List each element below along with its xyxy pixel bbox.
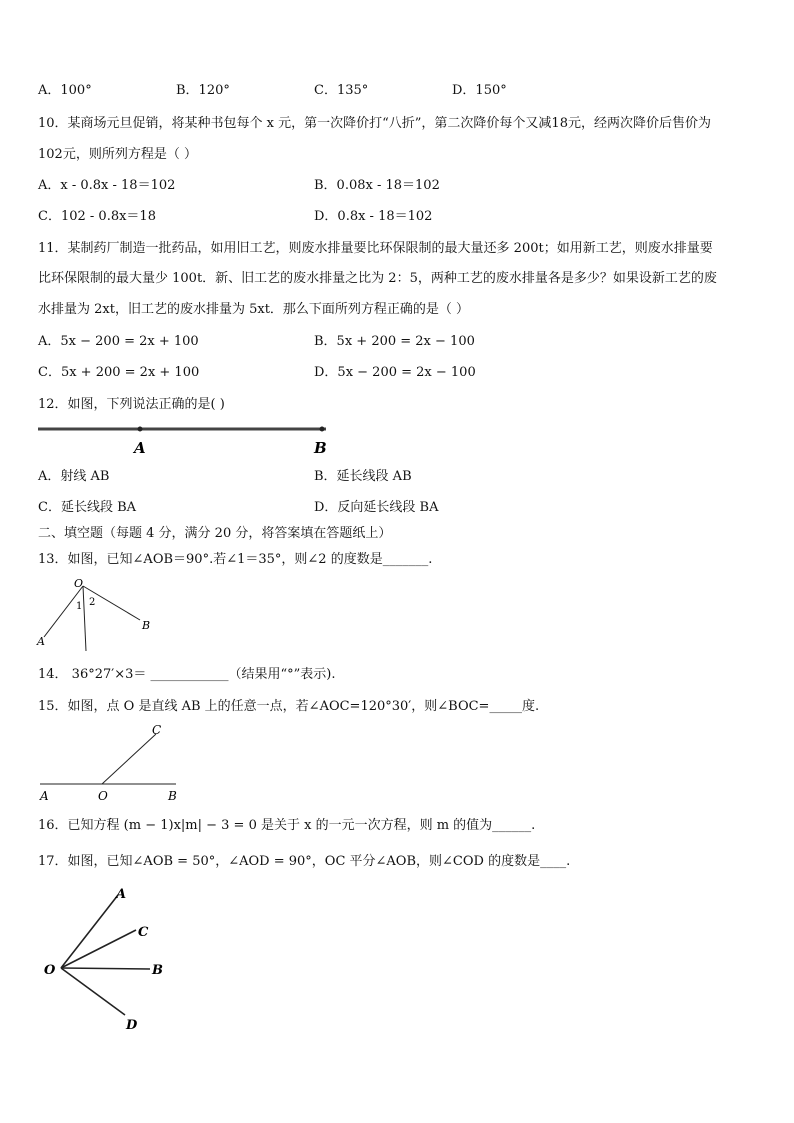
q9-option-b: B．120°: [176, 83, 230, 98]
q17-text-line1: 17．如图，已知∠AOB = 50°，∠AOD = 90°，OC 平分∠AOB，则∠COD 的度数是____.: [38, 854, 571, 869]
section2-title: 二、填空题（每题 4 分，满分 20 分，将答案填在答题纸上）: [38, 526, 392, 541]
q13-figure: [34, 575, 164, 655]
q15-label-b: B: [168, 789, 177, 802]
q11-text-line2: 比环保限制的最大量少 100t．新、旧工艺的废水排量之比为 2：5，两种工艺的废水排量各是多少？如果设新工艺的废: [38, 271, 717, 286]
q12-point-a: [138, 427, 143, 432]
q10-option-a: A．x - 0.8x - 18＝102: [38, 178, 176, 193]
q9-option-d: D．150°: [452, 83, 507, 98]
q17-label-b: B: [152, 963, 163, 978]
q17-ray-oc: [61, 930, 136, 968]
q14-text-line1: 14． 36°27′×3＝ ____________（结果用“°”表示).: [38, 667, 336, 682]
q12-option-c: C．延长线段 BA: [38, 500, 137, 515]
q13-label-angle2: 2: [89, 597, 96, 608]
q10-text-line1: 10．某商场元旦促销，将某种书包每个 x 元，第一次降价打“八折”，第二次降价每个又减18元，经两次降价后售价为: [38, 116, 711, 131]
q17-label-a: A: [116, 887, 127, 902]
q9-option-c: C．135°: [314, 83, 369, 98]
q10-option-c: C．102 - 0.8x＝18: [38, 209, 156, 224]
q13-label-angle1: 1: [76, 601, 83, 612]
q17-ray-od: [61, 968, 125, 1015]
q15-text-line1: 15．如图，点 O 是直线 AB 上的任意一点，若∠AOC=120°30′，则∠BOC=_____度.: [38, 699, 540, 714]
q15-ray-oc: [102, 734, 156, 784]
q11-text-line3: 水排量为 2xt，旧工艺的废水排量为 5xt．那么下面所列方程正确的是（ ）: [38, 302, 470, 317]
q13-text-line1: 13．如图，已知∠AOB＝90°.若∠1＝35°，则∠2 的度数是_______.: [38, 552, 433, 567]
q16-text-line1: 16．已知方程 (m − 1)x|m| − 3 = 0 是关于 x 的一元一次方程，则 m 的值为______.: [38, 818, 536, 833]
q12-text-line1: 12．如图，下列说法正确的是( ): [38, 397, 225, 412]
q11-option-a: A．5x − 200 = 2x + 100: [38, 334, 199, 349]
q12-option-b: B．延长线段 AB: [314, 469, 412, 484]
q15-label-c: C: [152, 723, 162, 737]
q11-option-b: B．5x + 200 = 2x − 100: [314, 334, 475, 349]
q11-option-d: D．5x − 200 = 2x − 100: [314, 365, 476, 380]
q11-option-c: C．5x + 200 = 2x + 100: [38, 365, 200, 380]
q17-ray-oa: [61, 895, 118, 968]
q13-label-b: B: [142, 619, 151, 632]
q15-figure: [36, 720, 186, 802]
q17-label-o: O: [44, 963, 56, 978]
q17-label-d: D: [126, 1018, 138, 1033]
q13-label-a: A: [37, 635, 45, 648]
q12-label-b: B: [314, 439, 327, 457]
q10-option-d: D．0.8x - 18＝102: [314, 209, 433, 224]
q12-label-a: A: [134, 439, 146, 457]
q9-option-a: A．100°: [38, 83, 92, 98]
q12-point-b: [320, 427, 325, 432]
q11-text-line1: 11．某制药厂制造一批药品，如用旧工艺，则废水排量要比环保限制的最大量还多 200t；如用新工艺，则废水排量要: [38, 241, 713, 256]
q10-text-line2: 102元，则所列方程是（ ）: [38, 147, 197, 162]
q12-option-a: A．射线 AB: [38, 469, 110, 484]
q13-label-o: O: [74, 577, 84, 590]
q17-ray-ob: [61, 968, 150, 969]
q17-figure: [40, 882, 180, 1034]
q13-ray-middle: [83, 586, 86, 651]
q17-label-c: C: [138, 925, 149, 940]
q12-option-d: D．反向延长线段 BA: [314, 500, 439, 515]
q12-figure: [36, 420, 336, 460]
q15-label-a: A: [40, 789, 49, 802]
q15-label-o: O: [98, 789, 108, 802]
q10-option-b: B．0.08x - 18＝102: [314, 178, 440, 193]
